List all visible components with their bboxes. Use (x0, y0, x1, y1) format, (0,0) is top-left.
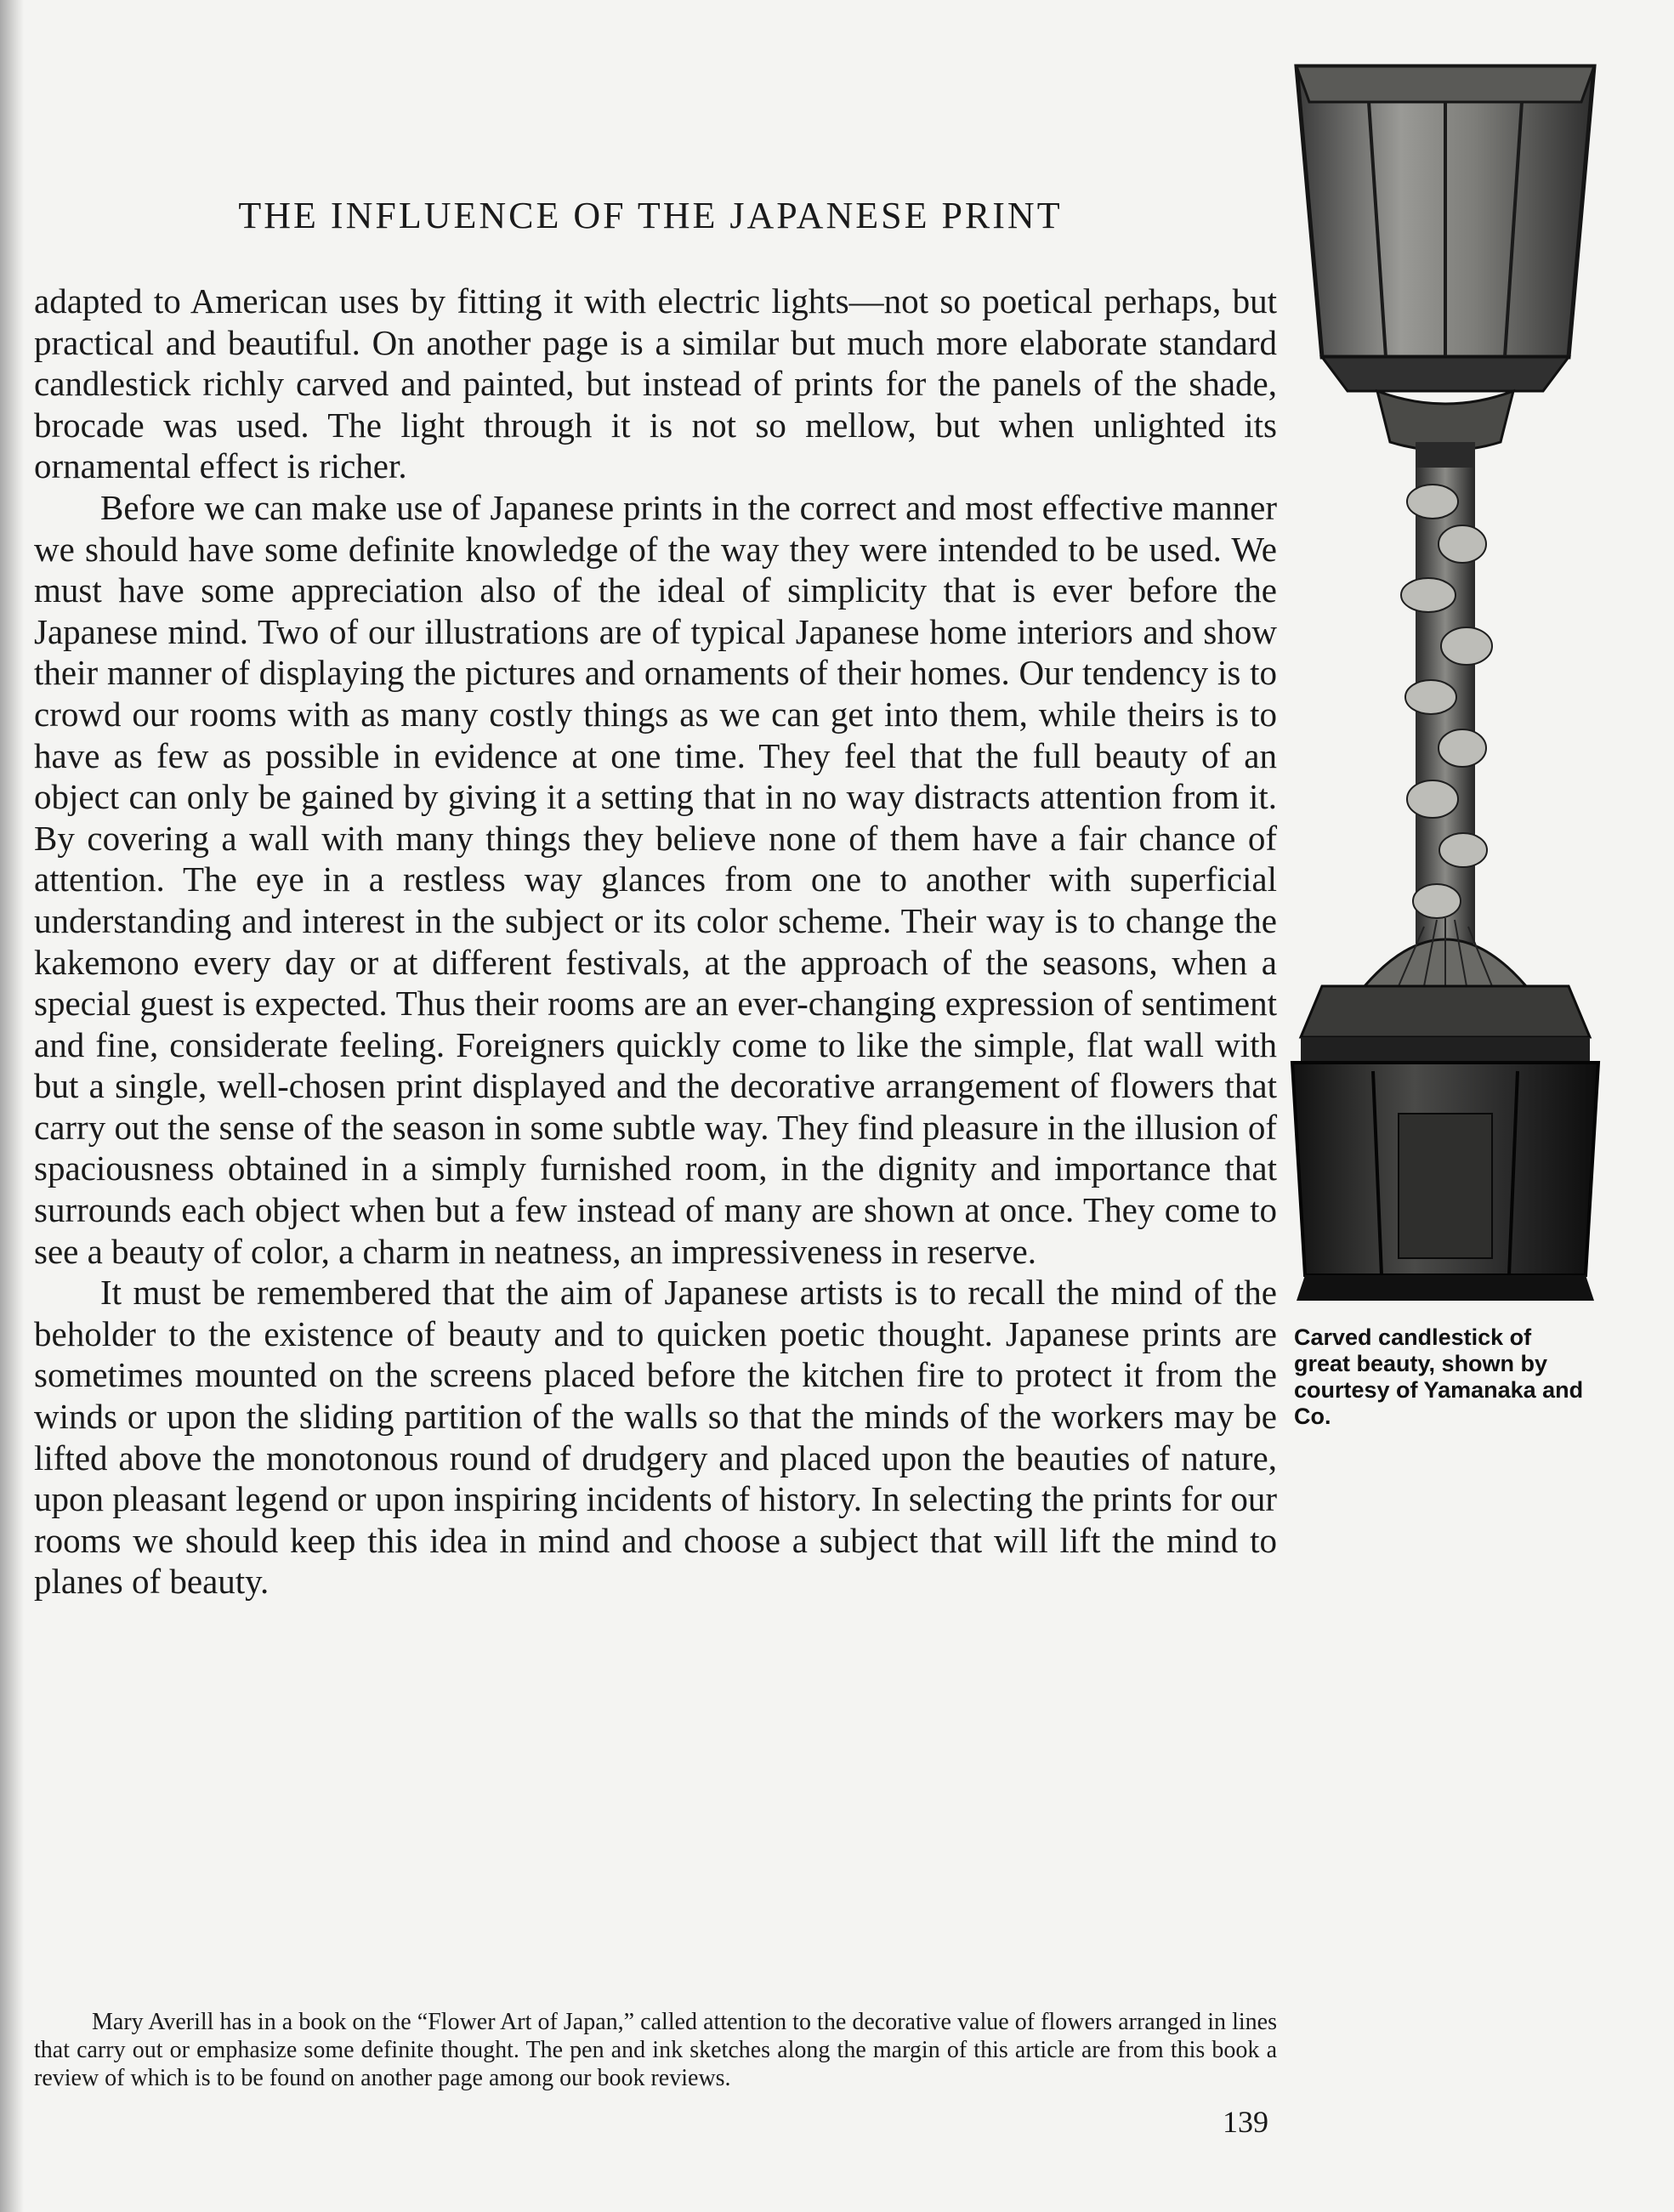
figure-caption: Carved candlestick of great beauty, shown by courtesy of Yamanaka and Co. (1294, 1324, 1584, 1429)
paragraph-3: It must be remembered that the aim of Japanese artists is to recall the mind of the beholder to the existence of beauty and to quicken poetic thought. Japanese prints are sometimes mounted on the screens placed before the kitchen fire to protect it from the winds or upon the sliding partition of the walls so that the minds of the workers may be lifted above the monotonous round of drudgery and placed upon the beauties of nature, upon pleasant legend or upon inspiring incidents of history. In selecting the prints for our rooms we should keep this idea in mind and choose a subject that will lift the mind to planes of beauty. (34, 1273, 1277, 1602)
candlestick-photo (1288, 51, 1603, 1309)
footnote: Mary Averill has in a book on the “Flower Art of Japan,” called attention to the decorative value of flowers arranged in lines that carry out or emphasize some definite thought. The pen and ink sketches along the margin of this article are from this book a review of which is to be found on another page among our book reviews. (34, 2009, 1277, 2091)
book-spine-shadow (0, 0, 24, 2212)
paragraph-2: Before we can make use of Japanese prints in the correct and most effective manner we should have some definite knowledge of the way they were intended to be used. We must have some appreciation also of the ideal of simplicity that is ever before the Japanese mind. Two of our illustrations are of typical Japanese home interiors and show their manner of displaying the pictures and ornaments of their homes. Our tendency is to crowd our rooms with as many costly things as we can get into them, while theirs is to have as few as possible in evidence at one time. They feel that the full beauty of an object can only be gained by giving it a setting that in no way distracts attention from it. By covering a wall with many things they believe none of them have a fair chance of attention. The eye in a restless way glances from one to another with superficial understanding and interest in the subject or its color scheme. Their way is to change the kakemono every day or at different festivals, at the approach of the seasons, when a special guest is expected. Thus their rooms are an ever-changing expression of sentiment and fine, considerate feeling. Foreigners quickly come to like the simple, flat wall with but a single, well-chosen print displayed and the decorative arrangement of flowers that carry out the sense of the season in some subtle way. They find pleasure in the illusion of spaciousness obtained in a simply furnished room, in the dignity and importance that surrounds each object when but a few instead of many are shown at once. They come to see a beauty of color, a charm in neatness, an impressiveness in reserve. (34, 487, 1277, 1271)
paragraph-1: adapted to American uses by fitting it with electric lights—not so poetical perhaps, but practical and beautiful. On another page is a similar but much more elaborate standard candlestick richly carved and painted, but instead of prints for the panels of the shade, brocade was used. The light through it is not so mellow, but when unlighted its ornamental effect is richer. (34, 281, 1277, 486)
running-head: THE INFLUENCE OF THE JAPANESE PRINT (238, 195, 1063, 236)
page-number: 139 (1223, 2105, 1268, 2139)
article-body (34, 281, 1277, 1602)
